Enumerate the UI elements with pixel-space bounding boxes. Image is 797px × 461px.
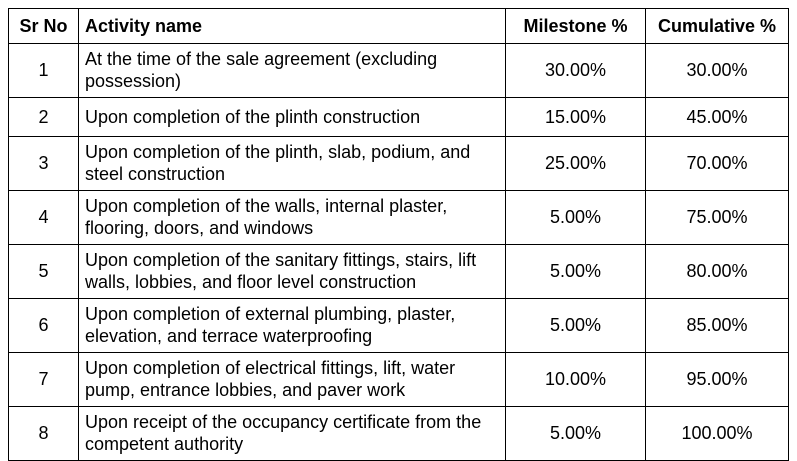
row-sr-no: 7 xyxy=(9,353,79,407)
header-cumulative: Cumulative % xyxy=(646,9,789,44)
table-body xyxy=(9,44,789,461)
table-row xyxy=(9,98,789,137)
row-sr-no: 2 xyxy=(9,98,79,137)
row-cumulative: 75.00% xyxy=(646,191,789,245)
row-sr-no: 3 xyxy=(9,137,79,191)
row-cumulative: 45.00% xyxy=(646,98,789,137)
row-activity: Upon completion of the plinth, slab, podium, and steel construction xyxy=(79,137,506,191)
row-sr-no: 8 xyxy=(9,407,79,461)
row-milestone: 30.00% xyxy=(506,44,646,98)
row-activity: At the time of the sale agreement (excluding possession) xyxy=(79,44,506,98)
table-row xyxy=(9,299,789,353)
row-milestone: 25.00% xyxy=(506,137,646,191)
table-row xyxy=(9,191,789,245)
row-cumulative: 70.00% xyxy=(646,137,789,191)
row-activity: Upon completion of the walls, internal plaster, flooring, doors, and windows xyxy=(79,191,506,245)
row-sr-no: 4 xyxy=(9,191,79,245)
row-activity: Upon completion of electrical fittings, lift, water pump, entrance lobbies, and paver work xyxy=(79,353,506,407)
row-milestone: 5.00% xyxy=(506,407,646,461)
row-sr-no: 6 xyxy=(9,299,79,353)
row-activity: Upon completion of the plinth construction xyxy=(79,98,506,137)
payment-schedule-table-wrapper xyxy=(8,8,789,461)
row-cumulative: 85.00% xyxy=(646,299,789,353)
row-milestone: 15.00% xyxy=(506,98,646,137)
header-activity-name: Activity name xyxy=(79,9,506,44)
table-row xyxy=(9,137,789,191)
payment-schedule-table xyxy=(8,8,789,461)
header-row xyxy=(9,9,789,44)
table-row xyxy=(9,44,789,98)
table-header xyxy=(9,9,789,44)
row-activity: Upon completion of external plumbing, plaster, elevation, and terrace waterproofing xyxy=(79,299,506,353)
row-cumulative: 30.00% xyxy=(646,44,789,98)
row-cumulative: 80.00% xyxy=(646,245,789,299)
row-milestone: 5.00% xyxy=(506,245,646,299)
table-row xyxy=(9,353,789,407)
header-sr-no: Sr No xyxy=(9,9,79,44)
row-milestone: 10.00% xyxy=(506,353,646,407)
row-cumulative: 95.00% xyxy=(646,353,789,407)
row-sr-no: 5 xyxy=(9,245,79,299)
header-milestone: Milestone % xyxy=(506,9,646,44)
row-sr-no: 1 xyxy=(9,44,79,98)
row-activity: Upon completion of the sanitary fittings, stairs, lift walls, lobbies, and floor level construction xyxy=(79,245,506,299)
table-row xyxy=(9,407,789,461)
row-milestone: 5.00% xyxy=(506,191,646,245)
row-milestone: 5.00% xyxy=(506,299,646,353)
row-cumulative: 100.00% xyxy=(646,407,789,461)
table-row xyxy=(9,245,789,299)
row-activity: Upon receipt of the occupancy certificate from the competent authority xyxy=(79,407,506,461)
